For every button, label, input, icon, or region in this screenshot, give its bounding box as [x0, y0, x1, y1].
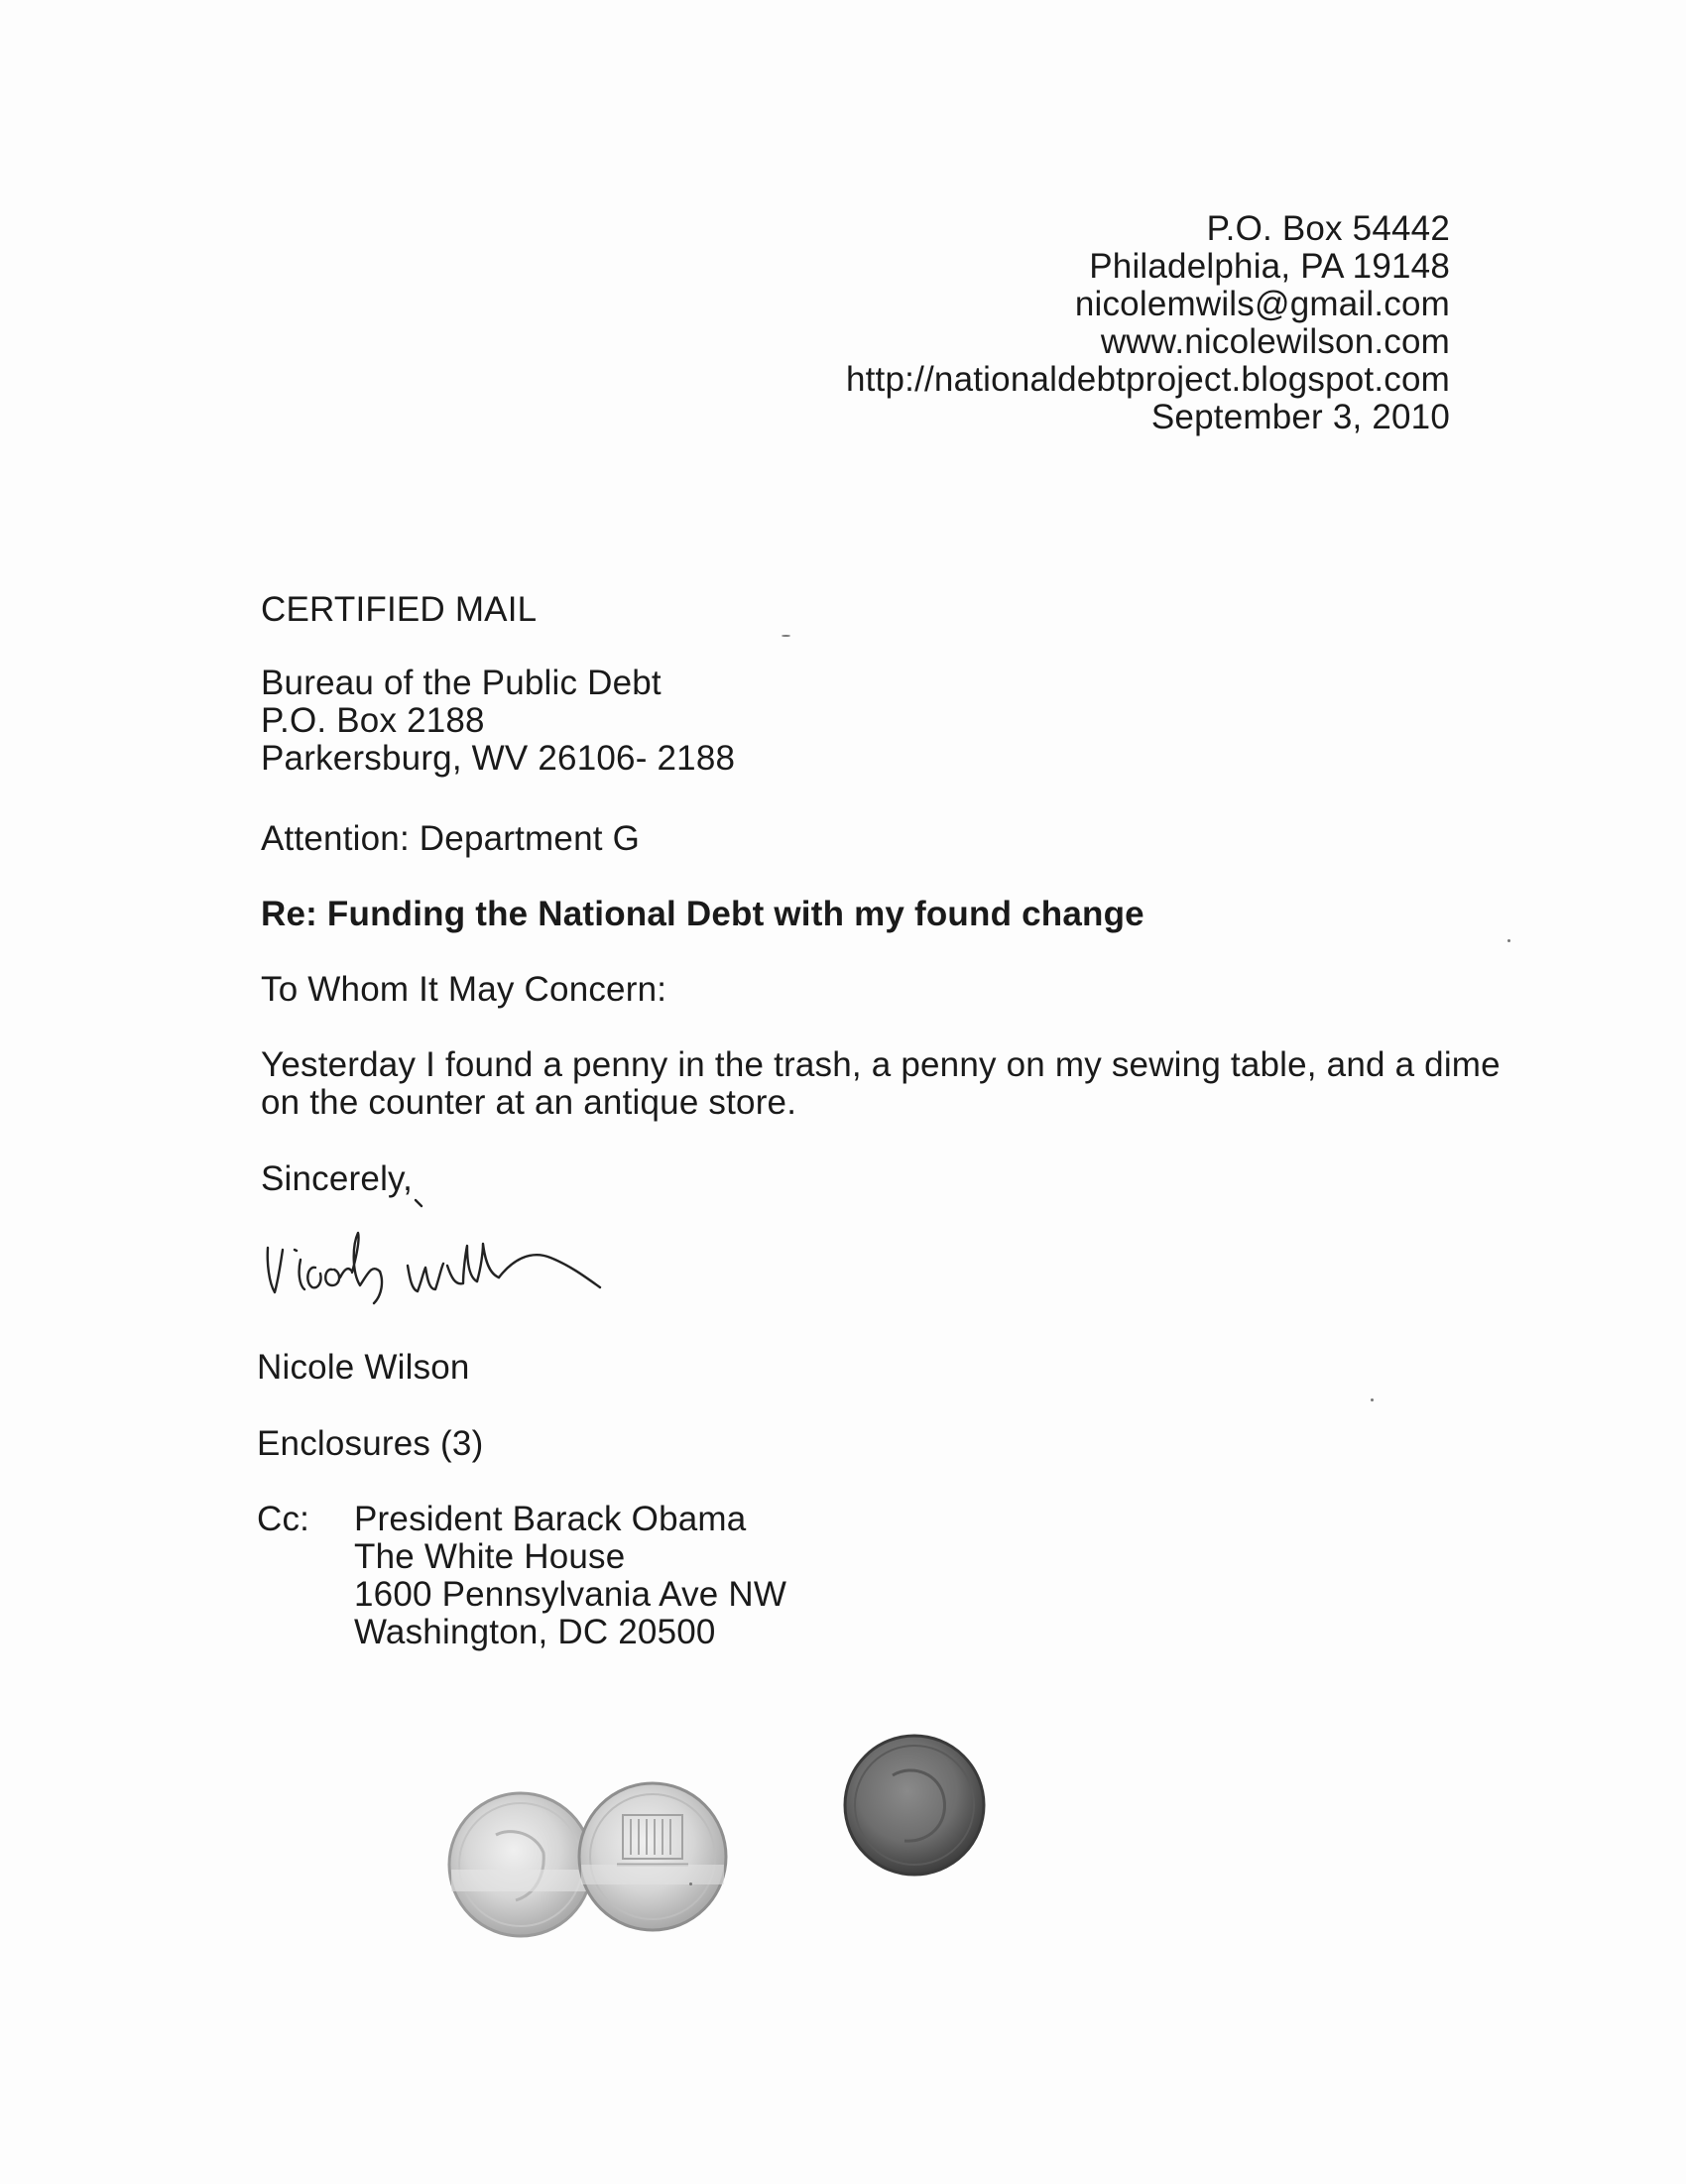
mail-type: CERTIFIED MAIL — [261, 590, 538, 629]
sender-email: nicolemwils@gmail.com — [1074, 285, 1450, 323]
attention-line: Attention: Department G — [261, 819, 641, 858]
signer-name: Nicole Wilson — [257, 1348, 470, 1387]
penny-icon — [579, 1783, 726, 1930]
enclosures-note: Enclosures (3) — [257, 1424, 484, 1463]
cc-city: Washington, DC 20500 — [354, 1613, 716, 1651]
cc-address — [354, 1501, 786, 1651]
sender-city: Philadelphia, PA 19148 — [1089, 247, 1450, 286]
recipient-name: Bureau of the Public Debt — [261, 664, 662, 702]
scan-speck — [1507, 939, 1510, 942]
coin-icon — [845, 1736, 984, 1875]
cc-org: The White House — [354, 1537, 626, 1576]
sender-address — [846, 210, 1450, 436]
coin-icon — [449, 1793, 592, 1936]
closing: Sincerely, — [261, 1159, 414, 1198]
scan-speck — [689, 1882, 692, 1885]
handwritten-signature — [253, 1178, 729, 1317]
recipient-po-box: P.O. Box 2188 — [261, 701, 485, 740]
letter-body — [261, 1045, 1501, 1122]
letter-date: September 3, 2010 — [1150, 398, 1450, 436]
enclosed-coins — [397, 1716, 1031, 1954]
body-line: on the counter at an antique store. — [261, 1083, 797, 1122]
cc-label: Cc: — [257, 1500, 310, 1538]
recipient-address — [261, 665, 735, 778]
body-line: Yesterday I found a penny in the trash, a penny on my sewing table, and a dime — [261, 1045, 1501, 1084]
subject-line: Re: Funding the National Debt with my found change — [261, 895, 1144, 933]
cc-street: 1600 Pennsylvania Ave NW — [354, 1575, 787, 1614]
salutation: To Whom It May Concern: — [261, 970, 667, 1009]
sender-blog: http://nationaldebtproject.blogspot.com — [845, 360, 1450, 399]
sender-website: www.nicolewilson.com — [1100, 322, 1450, 361]
scan-speck — [1371, 1398, 1374, 1401]
recipient-city: Parkersburg, WV 26106- 2188 — [261, 739, 736, 778]
cc-name: President Barack Obama — [354, 1500, 747, 1538]
sender-po-box: P.O. Box 54442 — [1206, 209, 1450, 248]
scan-speck — [782, 635, 790, 637]
